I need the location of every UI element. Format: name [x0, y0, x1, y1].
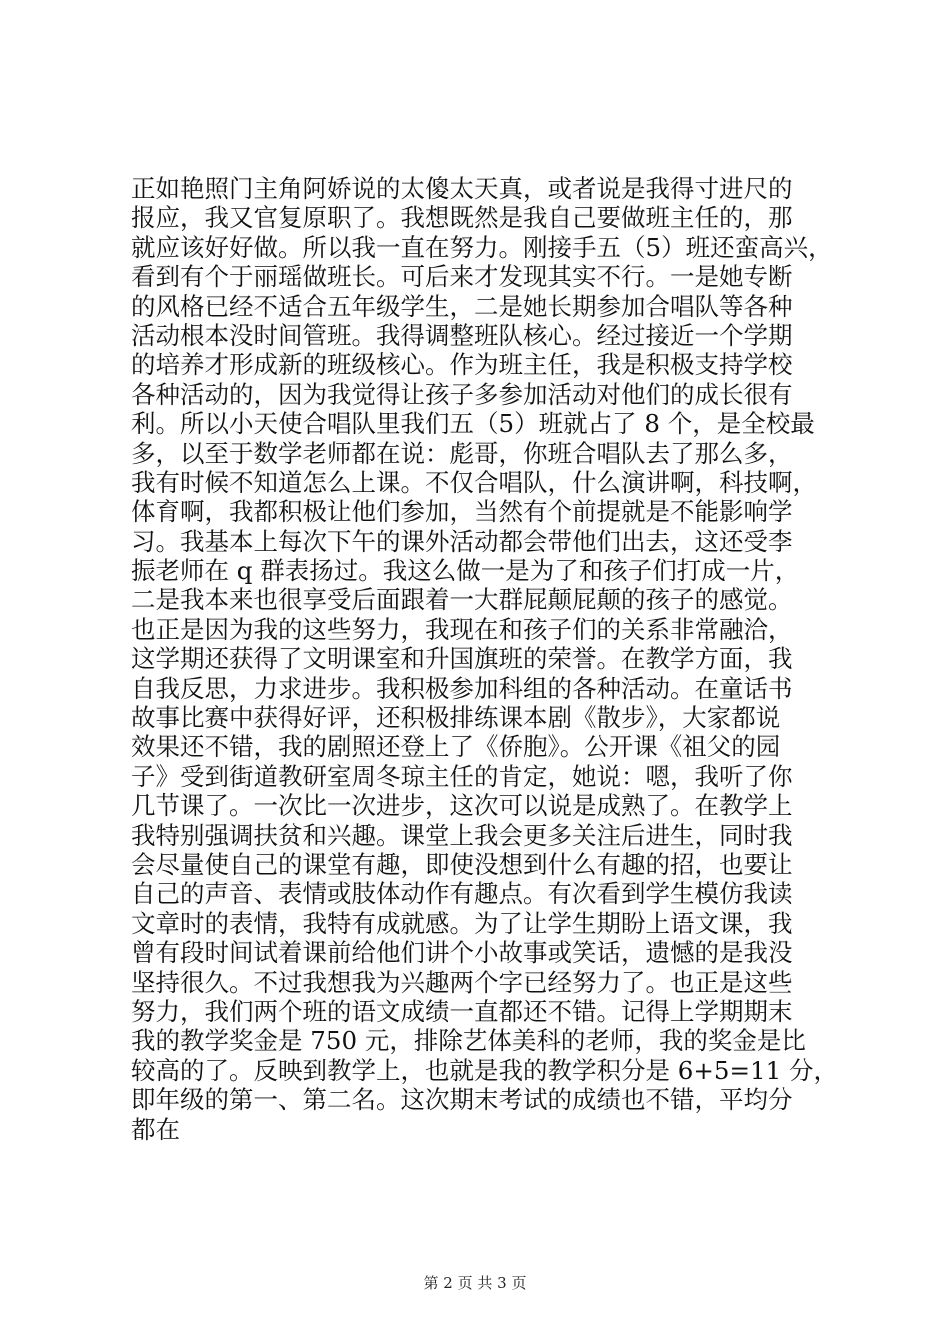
- text-line: 就应该好好做。所以我一直在努力。刚接手五（5）班还蛮高兴，: [131, 232, 833, 262]
- text-line: 效果还不错，我的剧照还登上了《侨胞》。公开课《祖父的园: [131, 732, 781, 762]
- text-line: 各种活动的，因为我觉得让孩子多参加活动对他们的成长很有: [131, 379, 793, 409]
- text-line: 子》受到街道教研室周冬琼主任的肯定，她说：嗯，我听了你: [131, 761, 793, 791]
- text-line: 坚持很久。不过我想我为兴趣两个字已经努力了。也正是这些: [131, 967, 793, 997]
- text-line: 习。我基本上每次下午的课外活动都会带他们出去，这还受李: [131, 526, 793, 556]
- page-number: 第 2 页 共 3 页: [423, 1274, 527, 1292]
- text-line: 这学期还获得了文明课室和升国旗班的荣誉。在教学方面，我: [131, 644, 793, 674]
- text-line: 曾有段时间试着课前给他们讲个小故事或笑话，遗憾的是我没: [131, 938, 793, 968]
- text-line: 的培养才形成新的班级核心。作为班主任，我是积极支持学校: [131, 350, 793, 380]
- text-line: 努力，我们两个班的语文成绩一直都还不错。记得上学期期末: [131, 996, 793, 1026]
- text-line: 利。所以小天使合唱队里我们五（5）班就占了 8 个，是全校最: [131, 409, 815, 439]
- text-line: 会尽量使自己的课堂有趣，即使没想到什么有趣的招，也要让: [131, 849, 793, 879]
- text-line: 二是我本来也很享受后面跟着一大群屁颠屁颠的孩子的感觉。: [131, 585, 793, 615]
- text-line: 报应，我又官复原职了。我想既然是我自己要做班主任的，那: [131, 203, 793, 233]
- text-line: 的风格已经不适合五年级学生，二是她长期参加合唱队等各种: [131, 291, 793, 321]
- page-footer: [0, 1273, 950, 1293]
- text-line: 几节课了。一次比一次进步，这次可以说是成熟了。在教学上: [131, 791, 793, 821]
- text-line: 我特别强调扶贫和兴趣。课堂上我会更多关注后进生，同时我: [131, 820, 793, 850]
- text-line: 体育啊，我都积极让他们参加，当然有个前提就是不能影响学: [131, 497, 793, 527]
- text-line: 自我反思，力求进步。我积极参加科组的各种活动。在童话书: [131, 673, 793, 703]
- text-line: 较高的了。反映到教学上，也就是我的教学积分是 6+5=11 分，: [131, 1055, 838, 1085]
- text-line: 活动根本没时间管班。我得调整班队核心。经过接近一个学期: [131, 320, 793, 350]
- text-line: 自己的声音、表情或肢体动作有趣点。有次看到学生模仿我读: [131, 879, 793, 909]
- text-line: 即年级的第一、第二名。这次期末考试的成绩也不错，平均分: [131, 1085, 793, 1115]
- text-line: 文章时的表情，我特有成就感。为了让学生期盼上语文课，我: [131, 908, 793, 938]
- text-line: 振老师在 q 群表扬过。我这么做一是为了和孩子们打成一片，: [131, 556, 800, 586]
- text-line: 看到有个于丽瑶做班长。可后来才发现其实不行。一是她专断: [131, 262, 793, 292]
- text-line: 我的教学奖金是 750 元，排除艺体美科的老师，我的奖金是比: [131, 1026, 806, 1056]
- text-line: 我有时候不知道怎么上课。不仅合唱队，什么演讲啊，科技啊，: [131, 467, 817, 497]
- text-line: 正如艳照门主角阿娇说的太傻太天真，或者说是我得寸进尺的: [131, 174, 793, 203]
- text-line: 故事比赛中获得好评，还积极排练课本剧《散步》，大家都说: [131, 703, 781, 733]
- text-line: 多，以至于数学老师都在说：彪哥，你班合唱队去了那么多，: [131, 438, 793, 468]
- text-line: 也正是因为我的这些努力，我现在和孩子们的关系非常融洽，: [131, 614, 793, 644]
- body-paragraph: [131, 174, 838, 1144]
- text-line: 都在: [131, 1114, 180, 1144]
